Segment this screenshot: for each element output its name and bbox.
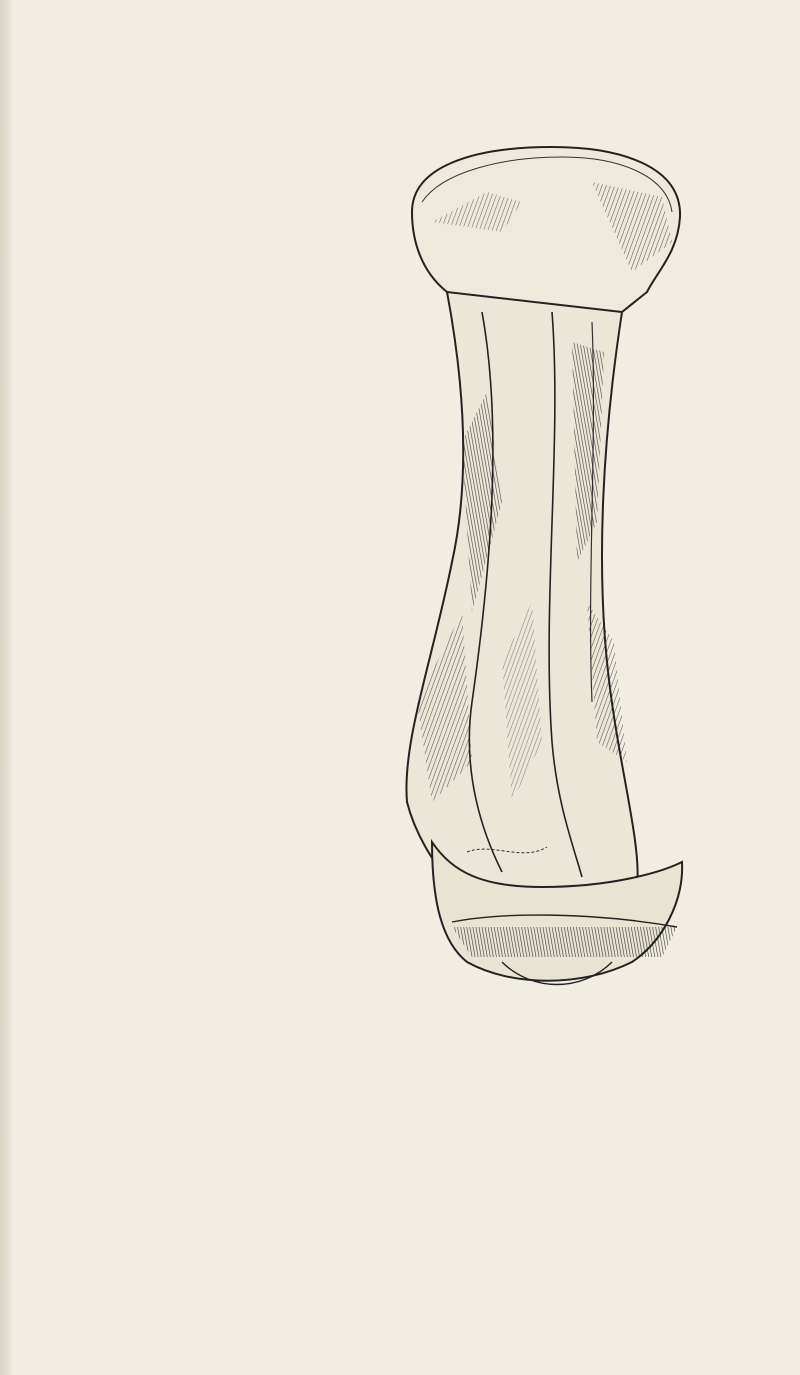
- page-header: [0, 78, 800, 108]
- tibia-illustration: [392, 142, 692, 1042]
- tibia-shaft: [406, 292, 637, 887]
- page-edge: [0, 0, 12, 1375]
